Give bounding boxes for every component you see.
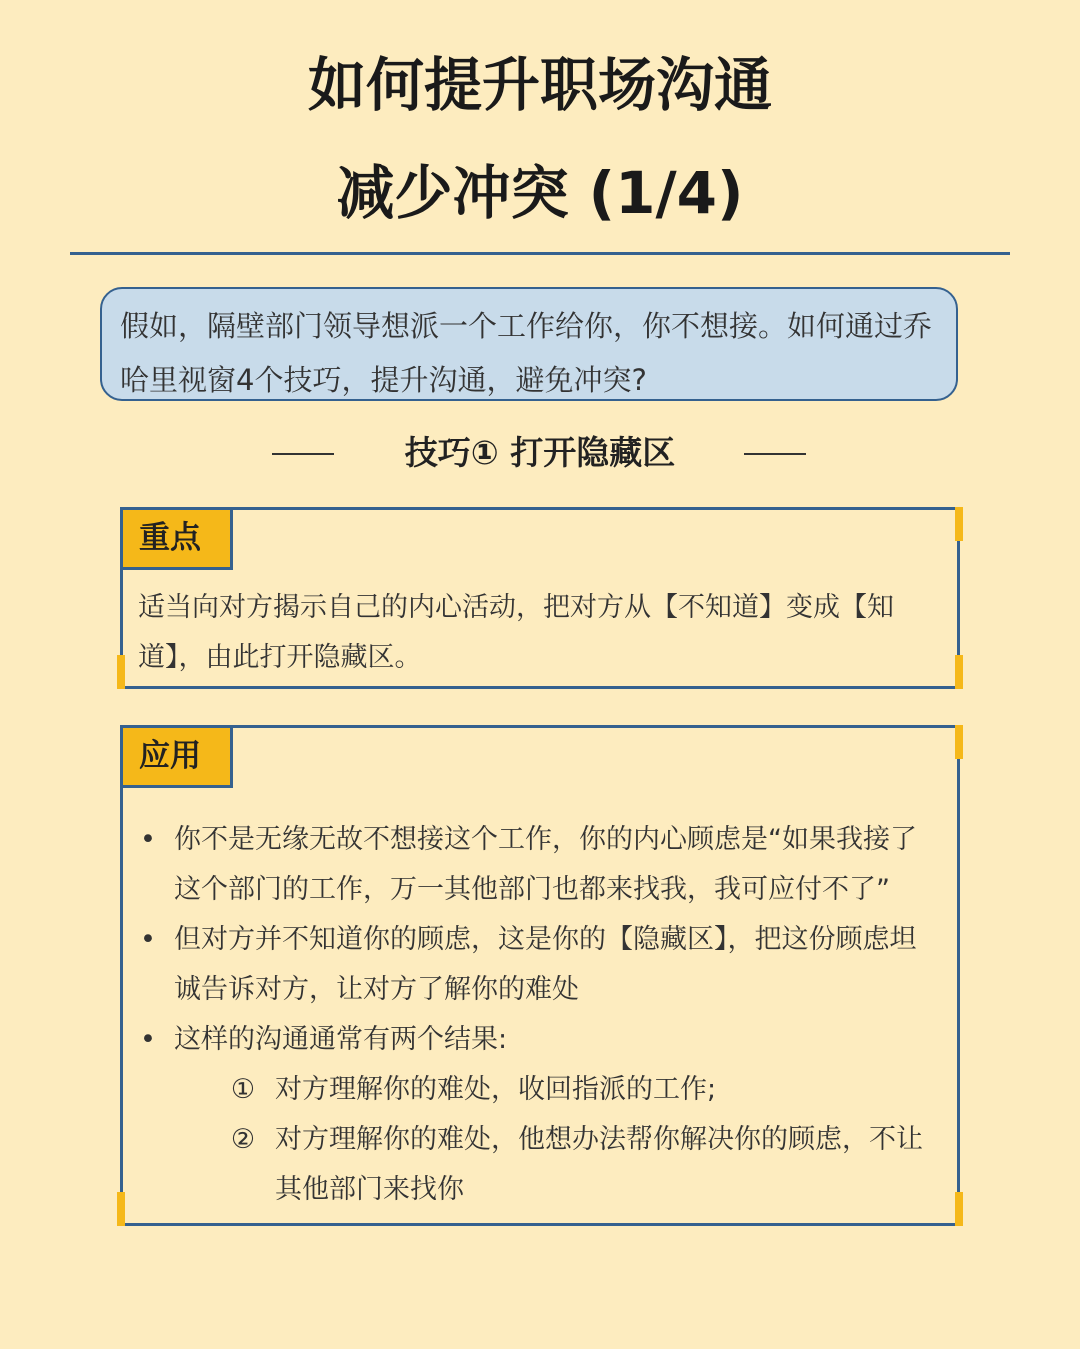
- item-number: ①: [230, 1074, 256, 1105]
- bullet-text: 你不是无缘无故不想接这个工作，你的内心顾虑是“如果我接了这个部门的工作，万一其他部门也都来找我，我可应付不了”: [174, 824, 917, 905]
- section-title: 技巧① 打开隐藏区: [404, 433, 676, 472]
- bullet-text: 这样的沟通通常有两个结果:: [174, 1024, 508, 1055]
- bullet-text: 但对方并不知道你的顾虑，这是你的【隐藏区】，把这份顾虑坦诚告诉对方，让对方了解你的难处: [174, 924, 917, 1005]
- item-number: ②: [230, 1124, 256, 1155]
- right-dash-line: [744, 453, 806, 455]
- title-divider: [70, 252, 1010, 255]
- corner-accent: [955, 507, 963, 541]
- key-point-text: 适当向对方揭示自己的内心活动，把对方从【不知道】变成【知道】，由此打开隐藏区。: [138, 592, 894, 673]
- corner-accent: [955, 725, 963, 759]
- bullet-dot: •: [140, 924, 156, 955]
- sub-item-text: 对方理解你的难处，他想办法帮你解决你的顾虑，不让其他部门来找你: [275, 1124, 923, 1205]
- corner-accent: [117, 655, 125, 689]
- bullet-dot: •: [140, 1024, 156, 1055]
- list-item: [138, 1065, 938, 1115]
- corner-accent: [117, 1192, 125, 1226]
- key-point-card: [120, 507, 960, 689]
- corner-accent: [955, 655, 963, 689]
- page-title-line-1: 如何提升职场沟通: [307, 51, 772, 119]
- list-item: [138, 915, 938, 1015]
- page-title-line-2: 减少冲突 (1/4): [336, 159, 744, 227]
- result-sub-list: [138, 1065, 938, 1215]
- application-bullet-list: [138, 815, 938, 1065]
- question-box: 假如，隔壁部门领导想派一个工作给你，你不想接。如何通过乔哈里视窗4个技巧，提升沟通，避免冲突?: [100, 287, 958, 401]
- sub-item-text: 对方理解你的难处，收回指派的工作;: [275, 1074, 717, 1105]
- application-tag: 应用: [123, 728, 233, 788]
- corner-accent: [955, 1192, 963, 1226]
- list-item: [138, 1015, 938, 1065]
- bullet-dot: •: [140, 824, 156, 855]
- key-point-tag: 重点: [123, 510, 233, 570]
- application-card: [120, 725, 960, 1226]
- list-item: [138, 815, 938, 915]
- list-item: [138, 1115, 938, 1215]
- section-header: [0, 430, 1080, 476]
